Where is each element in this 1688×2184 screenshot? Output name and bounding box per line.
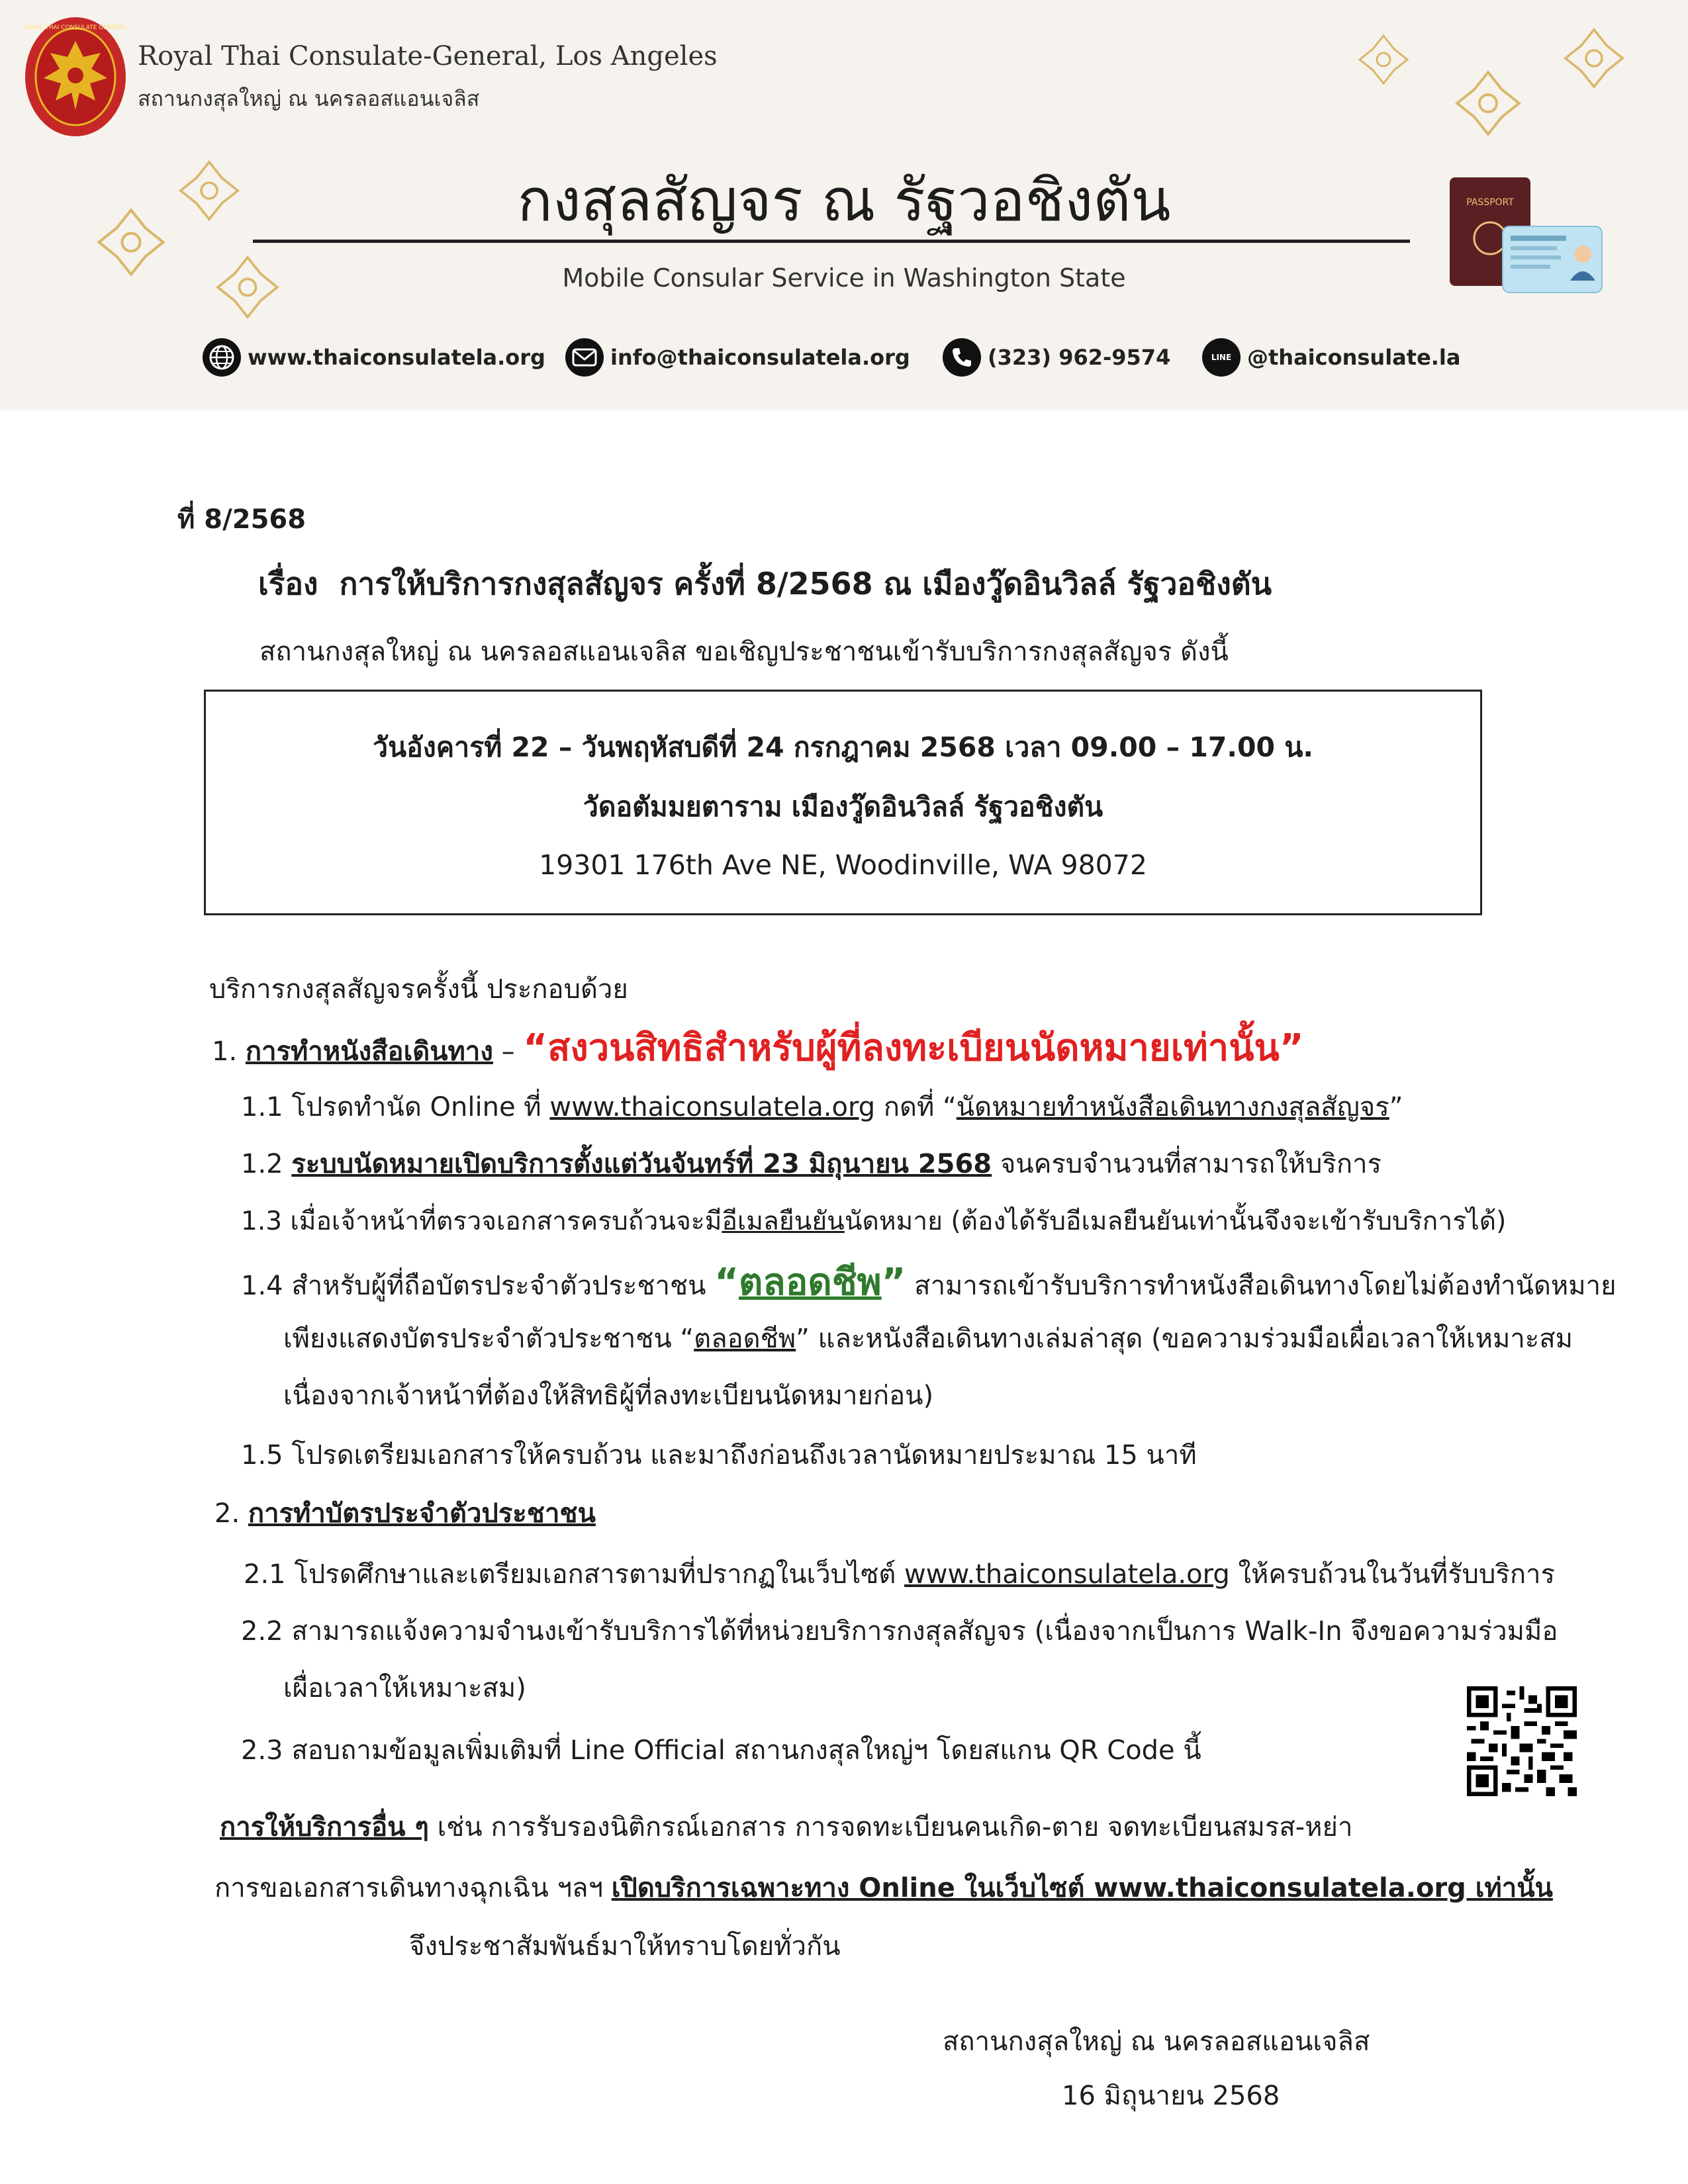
consulate-logo: [23, 15, 128, 139]
line-qr-code[interactable]: [1467, 1686, 1577, 1796]
section-2-title: การทำบัตรประจำตัวประชาชน: [248, 1498, 596, 1529]
item-2-2: 2.2 สามารถแจ้งความจำนงเข้ารับบริการได้ที่หน่วยบริการกงสุลสัญจร (เนื่องจากเป็นการ Walk-In จึงขอความร่วมมือ: [241, 1616, 1558, 1647]
item-1-4-line-3: เนื่องจากเจ้าหน้าที่ต้องให้สิทธิผู้ที่ลงทะเบียนนัดหมายก่อน): [283, 1381, 934, 1411]
item-2-1-text-b: ให้ครบถ้วนในวันที่รับบริการ: [1238, 1559, 1555, 1590]
services-intro: บริการกงสุลสัญจรครั้งนี้ ประกอบด้วย: [209, 974, 628, 1005]
contact-line-text: @thaiconsulate.la: [1247, 345, 1461, 370]
closing-text: จึงประชาสัมพันธ์มาให้ทราบโดยทั่วกัน: [409, 1931, 841, 1962]
item-1-4-lifetime: ตลอดชีพ: [739, 1261, 882, 1304]
mail-icon: [565, 338, 604, 377]
document-number: ที่ 8/2568: [177, 504, 306, 535]
item-1-4-quote-open: “: [714, 1261, 739, 1304]
contact-email[interactable]: [565, 338, 910, 377]
header-banner: [0, 0, 1688, 410]
contact-phone-text: (323) 962-9574: [988, 345, 1171, 370]
thai-ornament-icon: [1454, 69, 1523, 138]
signature-date: 16 มิถุนายน 2568: [1062, 2081, 1280, 2111]
item-1-3-text-c: นัดหมาย (ต้องได้รับอีเมลยืนยันเท่านั้นจึงจะเข้ารับบริการได้): [844, 1206, 1507, 1236]
section-1-highlight: “สงวนสิทธิสำหรับผู้ที่ลงทะเบียนนัดหมายเท่านั้น”: [523, 1026, 1304, 1069]
section-1-number: 1.: [212, 1036, 238, 1067]
website-link[interactable]: www.thaiconsulatela.org: [904, 1559, 1230, 1590]
item-2-1: [244, 1553, 1555, 1595]
other-services-text: เช่น การรับรองนิติกรณ์เอกสาร การจดทะเบียนคนเกิด-ตาย จดทะเบียนสมรส-หย่า: [437, 1812, 1353, 1843]
logo-ring-text: ROYAL THAI CONSULATE GENERAL: [24, 24, 127, 31]
globe-icon: [203, 338, 241, 377]
item-1-2-text: จนครบจำนวนที่สามารถให้บริการ: [1000, 1149, 1382, 1179]
event-dates: วันอังคารที่ 22 – วันพฤหัสบดีที่ 24 กรกฎาคม 2568 เวลา 09.00 – 17.00 น.: [373, 731, 1313, 763]
section-1-dash: –: [501, 1036, 515, 1067]
section-2-heading: [214, 1492, 596, 1534]
line-icon-text: LINE: [1211, 353, 1232, 362]
item-1-1-text-b: กดที่ “: [883, 1092, 957, 1122]
item-1-5: 1.5 โปรดเตรียมเอกสารให้ครบถ้วน และมาถึงก่อนถึงเวลานัดหมายประมาณ 15 นาที: [241, 1440, 1197, 1471]
thai-ornament-icon: [1562, 26, 1626, 90]
thai-ornament-icon: [1357, 33, 1410, 86]
item-1-1-text-d: ”: [1389, 1092, 1403, 1122]
subject-label: เรื่อง: [258, 566, 318, 602]
other-services-line-2: [214, 1866, 1553, 1909]
item-1-2-bold: ระบบนัดหมายเปิดบริการตั้งแต่วันจันทร์ที่ 23 มิถุนายน 2568: [291, 1149, 992, 1179]
item-1-1-text: 1.1 โปรดทำนัด Online ที่: [241, 1092, 541, 1122]
contact-line[interactable]: [1202, 338, 1460, 377]
item-1-4-line-2: [283, 1317, 1573, 1359]
org-name-th: สถานกงสุลใหญ่ ณ นครลอสแอนเจลิส: [138, 86, 480, 111]
event-address: 19301 176th Ave NE, Woodinville, WA 98072: [539, 849, 1147, 881]
subject-text: การให้บริการกงสุลสัญจร ครั้งที่ 8/2568 ณ เมืองวู๊ดอินวิลล์ รัฐวอชิงตัน: [339, 566, 1272, 602]
passport-label: PASSPORT: [1466, 197, 1514, 208]
item-1-4-lifetime-2: ตลอดชีพ: [694, 1324, 796, 1354]
item-1-2-num: 1.2: [241, 1149, 283, 1179]
section-1-heading: [212, 1018, 1304, 1077]
other-services-line-1: [220, 1805, 1352, 1848]
event-details-box: [204, 690, 1482, 915]
passport-id-illustration: [1447, 173, 1606, 299]
other-services-title: การให้บริการอื่น ๆ: [220, 1812, 429, 1843]
section-1-title: การทำหนังสือเดินทาง: [245, 1036, 493, 1067]
line-icon: [1202, 338, 1241, 377]
phone-icon: [943, 338, 981, 377]
item-1-4-text: 1.4 สำหรับผู้ที่ถือบัตรประจำตัวประชาชน: [241, 1271, 706, 1301]
item-1-4-quote-close: ”: [881, 1261, 906, 1304]
title-divider: [253, 240, 1410, 243]
page-title-en: Mobile Consular Service in Washington State: [562, 263, 1126, 293]
item-1-4-text-f: ” และหนังสือเดินทางเล่มล่าสุด (ขอความร่วมมือเผื่อเวลาให้เหมาะสม: [796, 1324, 1573, 1354]
item-1-2: [241, 1142, 1382, 1185]
item-1-4: [241, 1252, 1617, 1311]
item-2-2-line-2: เผื่อเวลาให้เหมาะสม): [283, 1673, 526, 1704]
event-venue: วัดอตัมมยตาราม เมืองวู๊ดอินวิลล์ รัฐวอชิงตัน: [583, 791, 1103, 823]
signature-org: สถานกงสุลใหญ่ ณ นครลอสแอนเจลิส: [943, 2026, 1370, 2057]
intro-text: สถานกงสุลใหญ่ ณ นครลอสแอนเจลิส ขอเชิญประชาชนเข้ารับบริการกงสุลสัญจร ดังนี้: [259, 637, 1229, 667]
contact-website[interactable]: [203, 338, 545, 377]
contact-website-text: www.thaiconsulatela.org: [248, 345, 545, 370]
document-subject: [258, 560, 1272, 608]
org-name-en: Royal Thai Consulate-General, Los Angeles: [138, 41, 718, 71]
item-1-3-underline: อีเมลยืนยัน: [722, 1206, 845, 1236]
item-2-1-text: 2.1 โปรดศึกษาและเตรียมเอกสารตามที่ปรากฏในเว็บไซต์: [244, 1559, 896, 1590]
item-1-3-text: 1.3 เมื่อเจ้าหน้าที่ตรวจเอกสารครบถ้วนจะมี: [241, 1206, 722, 1236]
website-link[interactable]: www.thaiconsulatela.org: [549, 1092, 876, 1122]
online-only-notice[interactable]: เปิดบริการเฉพาะทาง Online ในเว็บไซต์ www.thaiconsulatela.org เท่านั้น: [611, 1873, 1553, 1903]
contact-email-text: info@thaiconsulatela.org: [610, 345, 910, 370]
other-services-text-b: การขอเอกสารเดินทางฉุกเฉิน ฯลฯ: [214, 1873, 604, 1903]
item-2-3: 2.3 สอบถามข้อมูลเพิ่มเติมที่ Line Official สถานกงสุลใหญ่ฯ โดยสแกน QR Code นี้: [241, 1735, 1201, 1766]
section-2-number: 2.: [214, 1498, 240, 1529]
item-1-1: [241, 1085, 1403, 1128]
appointment-link-label[interactable]: นัดหมายทำหนังสือเดินทางกงสุลสัญจร: [956, 1092, 1389, 1122]
item-1-4-text-d: เพียงแสดงบัตรประจำตัวประชาชน “: [283, 1324, 694, 1354]
item-1-4-text-c: สามารถเข้ารับบริการทำหนังสือเดินทางโดยไม่ต้องทำนัดหมาย: [914, 1271, 1617, 1301]
page-title-th: กงสุลสัญจร ณ รัฐวอชิงตัน: [517, 166, 1171, 234]
item-1-3: [241, 1201, 1506, 1242]
contact-phone[interactable]: [943, 338, 1170, 377]
